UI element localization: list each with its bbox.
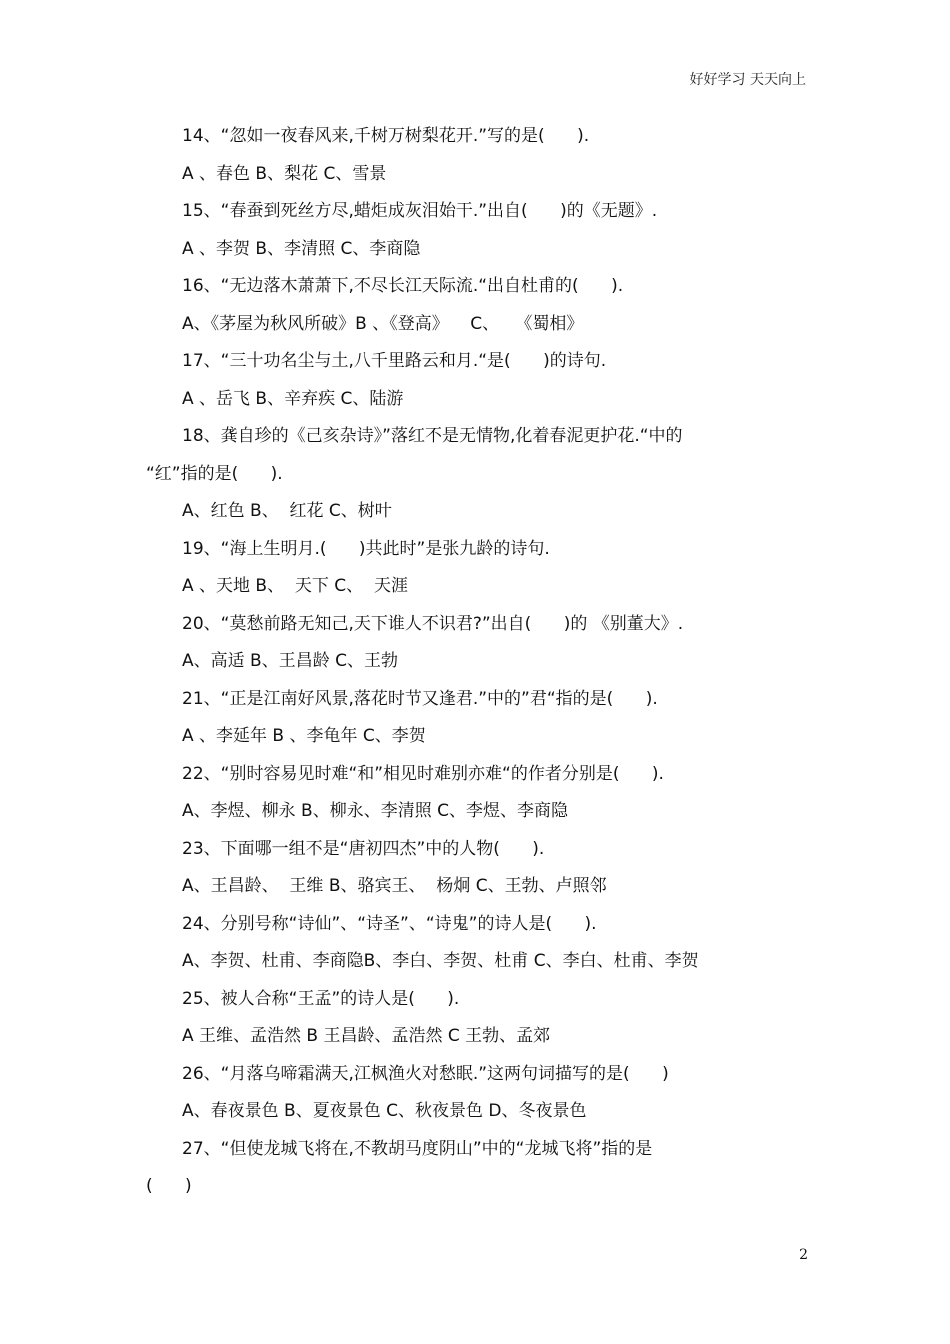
answer-options: A 王维、孟浩然 B 王昌龄、孟浩然 C 王勃、孟郊 [182, 1026, 551, 1046]
question-text: 14、“忽如一夜春风来,千树万树梨花开.”写的是( ). [182, 126, 590, 146]
page-number: 2 [799, 1247, 808, 1263]
answer-options: A、李煜、柳永 B、柳永、李清照 C、李煜、李商隐 [182, 801, 568, 821]
question-text: 26、“月落乌啼霜满天,江枫渔火对愁眠.”这两句词描写的是( ) [182, 1063, 669, 1084]
question-text: 21、“正是江南好风景,落花时节又逢君.”中的”君“指的是( ). [182, 688, 658, 709]
answer-options: A、李贺、杜甫、李商隐B、李白、李贺、杜甫 C、李白、杜甫、李贺 [182, 951, 699, 971]
question-text: 19、“海上生明月.( )共此时”是张九龄的诗句. [182, 538, 550, 559]
answer-options: A、高适 B、王昌龄 C、王勃 [182, 651, 398, 671]
answer-options: A、春夜景色 B、夏夜景色 C、秋夜景色 D、冬夜景色 [182, 1101, 587, 1121]
question-continuation: ( ) [146, 1176, 192, 1196]
answer-options: A 、天地 B、 天下 C、 天涯 [182, 576, 408, 596]
question-text: 23、下面哪一组不是“唐初四杰”中的人物( ). [182, 838, 545, 859]
answer-options: A 、岳飞 B、辛弃疾 C、陆游 [182, 388, 404, 409]
question-text: 18、龚自珍的《己亥杂诗》”落红不是无情物,化着春泥更护花.“中的 [182, 426, 683, 446]
answer-options: A、《茅屋为秋风所破》B 、《登高》 C、 《蜀相》 [182, 313, 584, 334]
question-text: 20、“莫愁前路无知己,天下谁人不识君?”出自( )的 《别董大》. [182, 613, 684, 634]
question-text: 25、被人合称“王孟”的诗人是( ). [182, 988, 460, 1009]
question-list [146, 118, 826, 1206]
question-continuation: “红”指的是( ). [146, 463, 283, 484]
question-text: 24、分别号称“诗仙”、“诗圣”、“诗鬼”的诗人是( ). [182, 913, 597, 934]
question-text: 16、“无边落木萧萧下,不尽长江天际流.“出自杜甫的( ). [182, 276, 624, 296]
page-header: 好好学习 天天向上 [689, 72, 806, 88]
answer-options: A 、春色 B、梨花 C、雪景 [182, 163, 387, 184]
question-text: 27、“但使龙城飞将在,不教胡马度阴山”中的“龙城飞将”指的是 [182, 1138, 653, 1159]
answer-options: A 、李贺 B、李清照 C、李商隐 [182, 238, 421, 259]
answer-options: A 、李延年 B 、李龟年 C、李贺 [182, 726, 426, 746]
answer-options: A、红色 B、 红花 C、树叶 [182, 501, 392, 521]
question-text: 22、“别时容易见时难“和”相见时难别亦难“的作者分别是( ). [182, 763, 664, 784]
answer-options: A、王昌龄、 王维 B、骆宾王、 杨炯 C、王勃、卢照邻 [182, 876, 607, 896]
question-text: 17、“三十功名尘与土,八千里路云和月.“是( )的诗句. [182, 351, 607, 371]
question-text: 15、“春蚕到死丝方尽,蜡炬成灰泪始干.”出自( )的《无题》. [182, 201, 658, 221]
